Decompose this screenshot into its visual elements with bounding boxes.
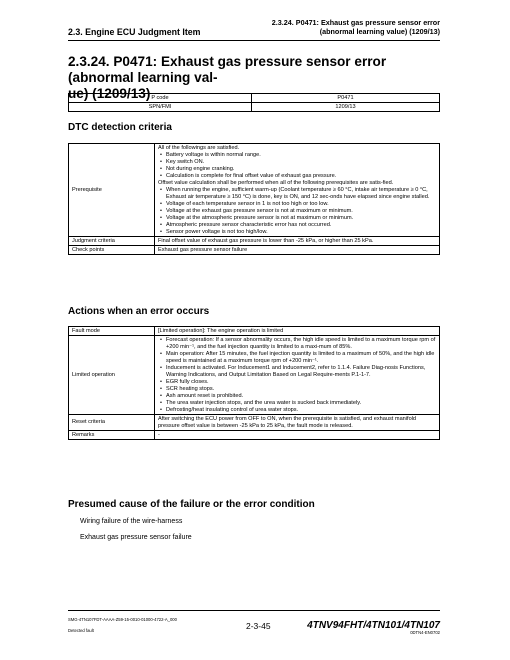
footer-model: 4TNV94FHT/4TN101/4TN107 [307,620,440,631]
table-row [69,237,440,246]
list-item: • When running the engine, sufficient warm-up (Coolant temperature ≥ 60 °C, intake air temperature ≥ 0 °C, Exhaust air temperature ≥ 150 °C) is done, key is ON, and 12 sec-onds have elapsed since engine stalled. [166,187,436,201]
table-row [69,415,440,431]
running-header-left: 2.3. Engine ECU Judgment Item [68,27,201,37]
bullet-list [158,337,436,414]
list-item: • Voltage at the exhaust gas pressure sensor is not at maximum or minimum. [166,208,436,215]
running-header-right [272,19,440,36]
footer-doc-id: SMG-4TN107FDT-AAAA-Z59-15-0010-01000-4722-A_000 [68,617,177,622]
actions-table [68,326,440,440]
header-rule [68,40,440,41]
table-row [69,246,440,255]
list-item: • Ash amount reset is prohibited. [166,393,436,400]
table-cell: Judgment criteria [69,237,155,246]
header-section-line: 2.3.24. P0471: Exhaust gas pressure sensor error [271,18,440,27]
list-item: • Defrosting/heat insulating control of urea water stops. [166,407,436,414]
list-item: • Calculation is complete for final offset value of exhaust gas pressure. [166,173,436,180]
list-item: • Forecast operation: If a sensor abnormality occurs, the high idle speed is limited to a maximum torque rpm of +200 min⁻¹, and the fuel injection quantity is limited to a maxi-mum of 85%. [166,337,436,351]
table-cell [155,336,440,415]
bullet-list [158,187,436,236]
section-title-line: ue) (1209/13) [68,86,151,101]
table-cell: Limited operation [69,336,155,415]
table-row [69,431,440,440]
dtc-heading: DTC detection criteria [68,122,172,133]
table-cell: Check points [69,246,155,255]
list-item: • Atmospheric pressure sensor characteristic error has not occurred. [166,222,436,229]
cause-item: Wiring failure of the wire-harness [80,518,183,525]
list-item: • Main operation: After 15 minutes, the fuel injection quantity is limited to a maximum of 50%, and the high idle speed is maintained at a maximum torque rpm of +200 min⁻¹. [166,351,436,365]
cause-item: Exhaust gas pressure sensor failure [80,534,192,541]
causes-heading: Presumed cause of the failure or the error condition [68,499,315,510]
list-item: • SCR heating stops. [166,386,436,393]
table-row [69,144,440,237]
table-cell: Fault mode [69,327,155,336]
table-cell: P code [69,94,252,103]
cell-text: Offset value calculation shall be performed when all of the following prerequisites are satis-fied. [158,179,394,186]
footer-doc-code: 0DTN4-EN0702 [410,630,440,635]
table-cell: Final offset value of exhaust gas pressure is lower than -25 kPa, or higher than 25 kPa. [155,237,440,246]
table-cell: After switching the ECU power from OFF to ON, when the prerequisite is satisfied, and exhaust manifold pressure offset value is between -25 kPa to 25 kPa, the fault mode is released. [155,415,440,431]
header-section-line: (abnormal learning value) (1209/13) [319,26,440,36]
table-row [69,336,440,415]
footer-section-label: Detected fault [68,628,94,633]
table-cell: [Limited operation]: The engine operation is limited [155,327,440,336]
list-item: • Inducement is activated. For Inducement1 and Inducement2, refer to 1.1.4. Failure Diag-nosis Functions, Warning Indications, and Output Limitation Based on Legal Require-ments P.1-1-7. [166,365,436,379]
list-item: • Key switch ON. [166,159,436,166]
list-item: • Battery voltage is within normal range. [166,152,436,159]
table-cell: Prerequisite [69,144,155,237]
table-cell: 1209/13 [252,103,440,112]
table-cell: Reset criteria [69,415,155,431]
table-cell: SPN/FMI [69,103,252,112]
bullet-list [158,152,436,180]
table-row [69,94,440,103]
cell-text: All of the followings are satisfied. [158,144,240,151]
page-number: 2-3-45 [246,621,271,631]
table-cell [155,144,440,237]
section-title-line: 2.3.24. P0471: Exhaust gas pressure sensor error (abnormal learning val- [68,54,387,85]
footer-rule [68,610,440,611]
list-item: • Voltage of each temperature sensor in 1 is not too high or too low. [166,201,436,208]
actions-heading: Actions when an error occurs [68,306,210,317]
list-item: • Sensor power voltage is not too high/low. [166,229,436,236]
table-cell: Exhaust gas pressure sensor failure [155,246,440,255]
dtc-table [68,143,440,255]
table-cell: P0471 [252,94,440,103]
table-cell: - [155,431,440,440]
table-row [69,103,440,112]
table-cell: Remarks [69,431,155,440]
list-item: • Voltage at the atmospheric pressure sensor is not at maximum or minimum. [166,215,436,222]
list-item: • EGR fully closes. [166,379,436,386]
list-item: • Not during engine cranking. [166,166,436,173]
table-row [69,327,440,336]
code-table [68,93,440,112]
list-item: • The urea water injection stops, and the urea water is sucked back immediately. [166,400,436,407]
